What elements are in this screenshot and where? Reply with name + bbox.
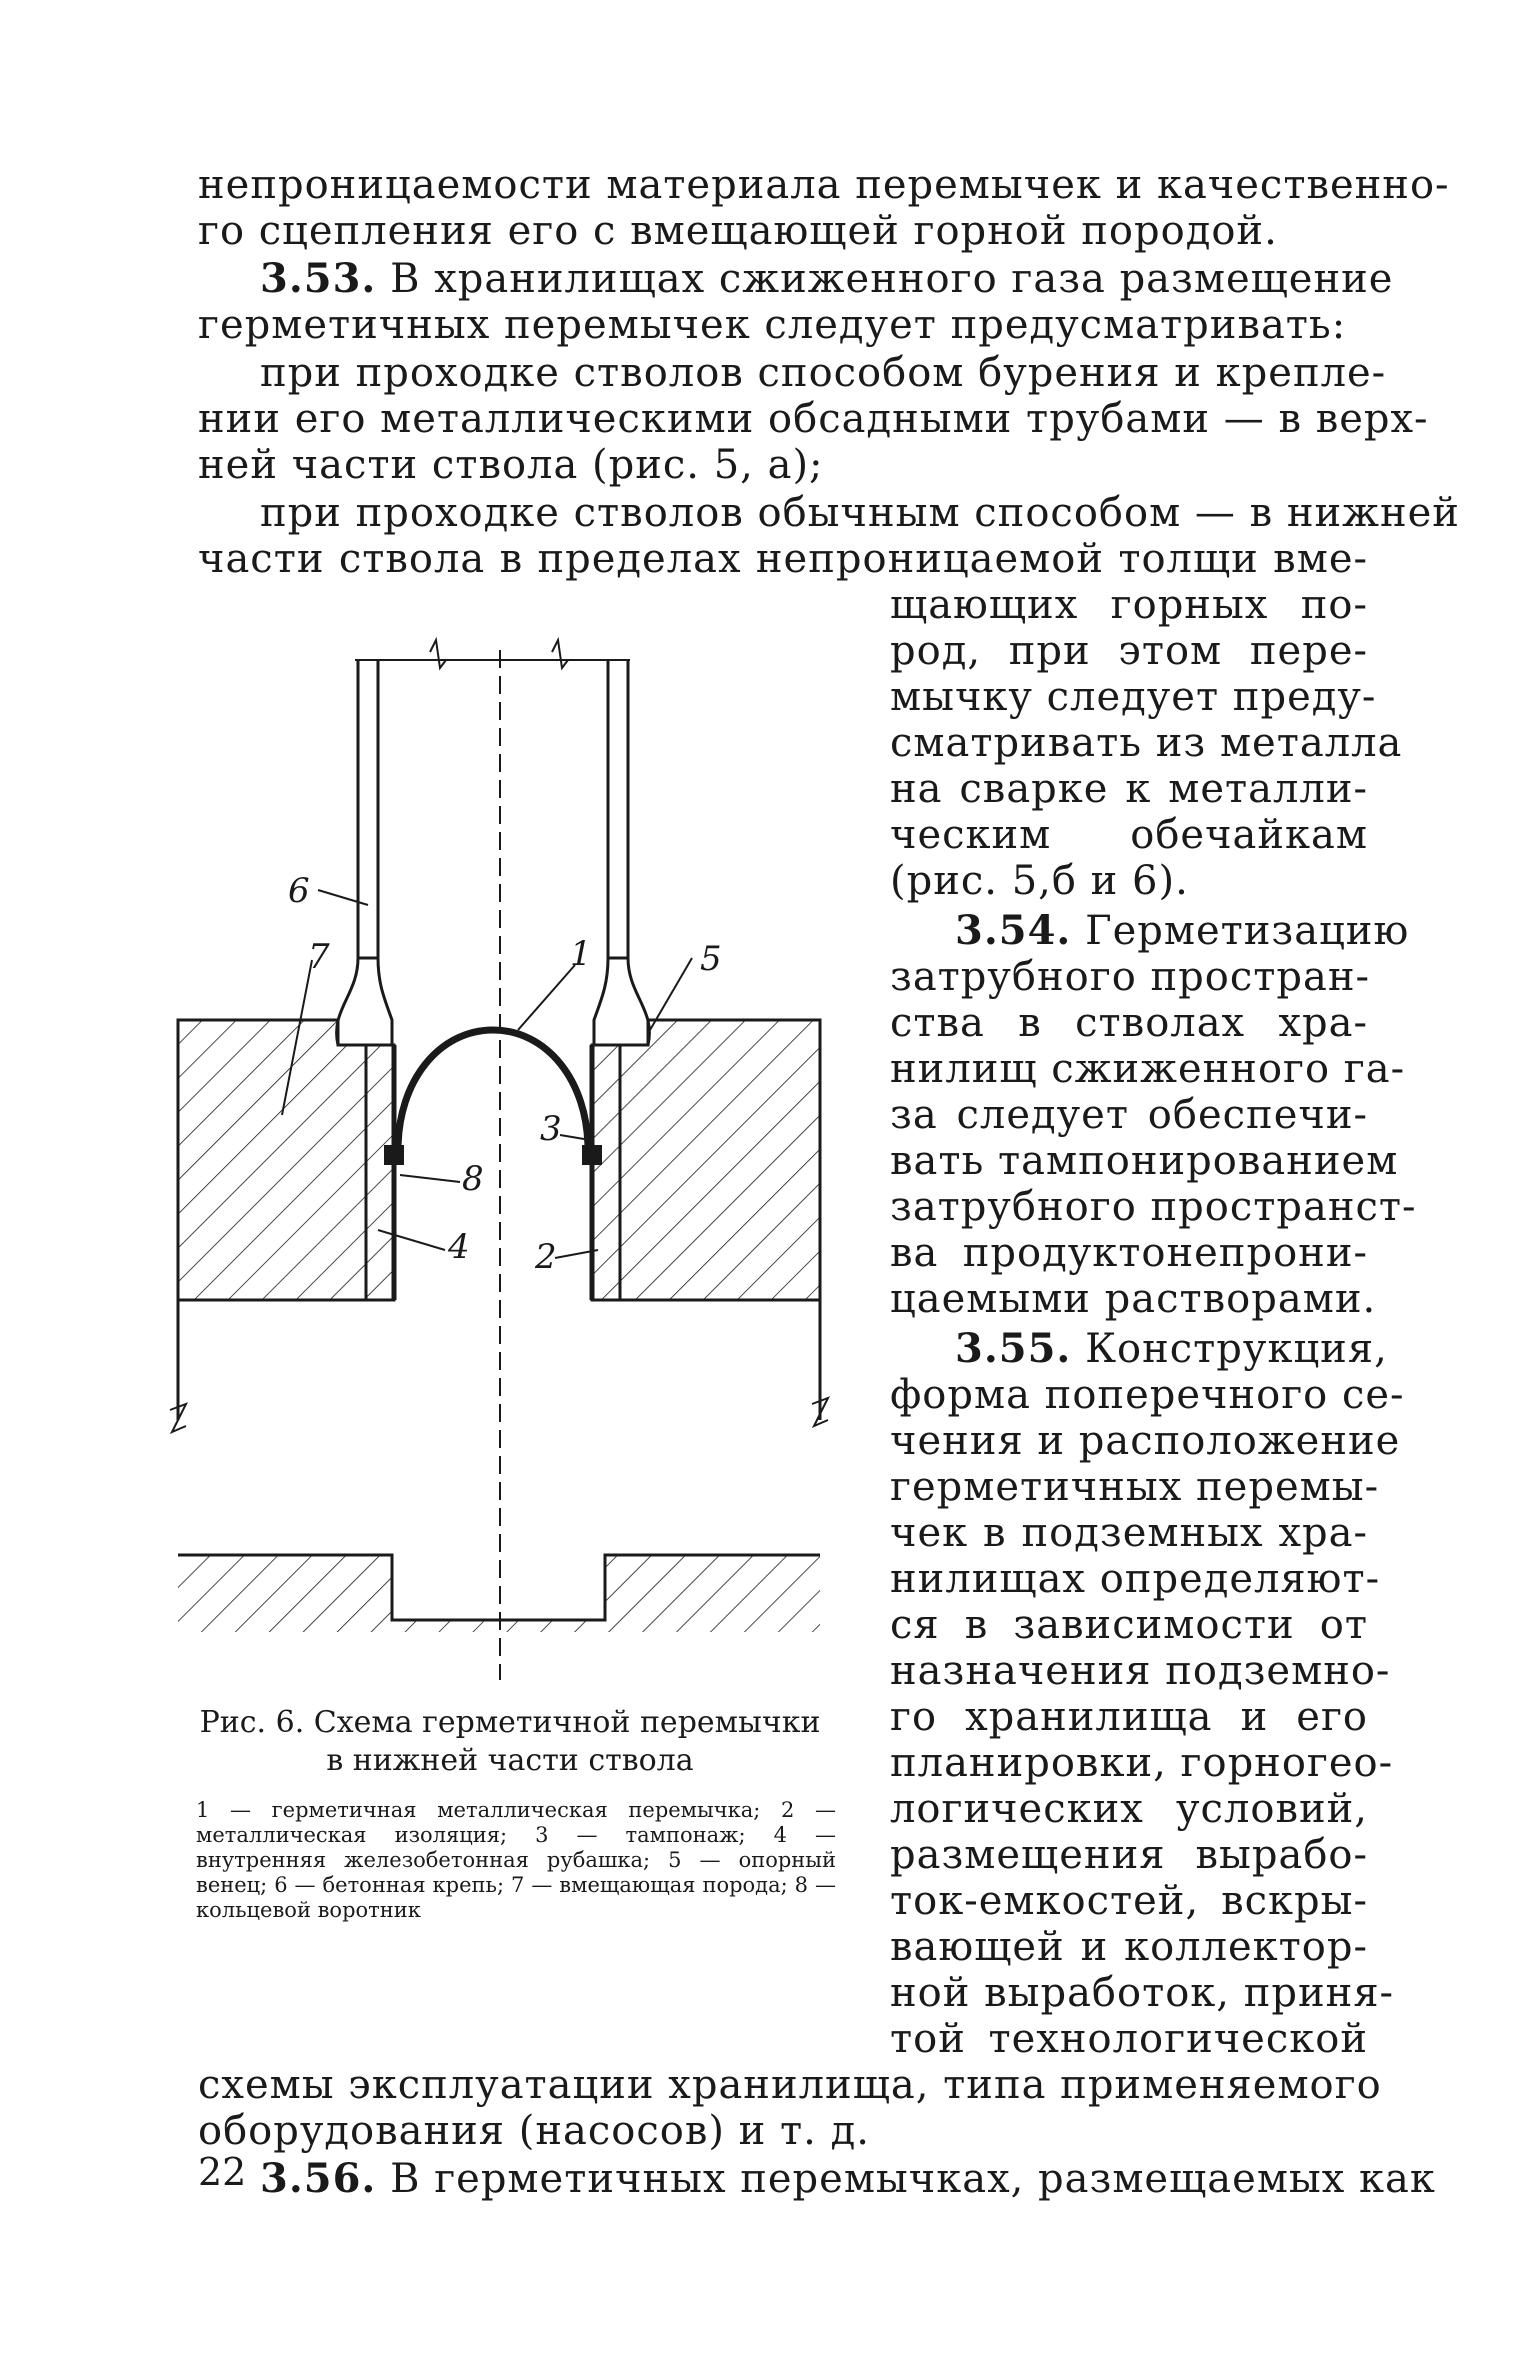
break-mark-left bbox=[430, 640, 446, 668]
text-line: планировки, горногео- bbox=[890, 1740, 1394, 1786]
leader-1 bbox=[518, 965, 575, 1030]
text-line: ней части ствола (рис. 5, а); bbox=[198, 442, 824, 488]
figure-label-2: 2 bbox=[535, 1237, 557, 1277]
inner-jacket-right bbox=[592, 1045, 620, 1300]
text-line: род, при этом пере- bbox=[890, 628, 1368, 674]
text-line: ток-емкостей, вскры- bbox=[890, 1878, 1368, 1924]
figure-label-8: 8 bbox=[462, 1159, 484, 1199]
text-line: затрубного пространст- bbox=[890, 1184, 1417, 1230]
break-mark-right bbox=[552, 640, 568, 668]
text-line: герметичных перемы- bbox=[890, 1464, 1380, 1510]
collar-left bbox=[384, 1145, 404, 1165]
text-line: вать тампонированием bbox=[890, 1138, 1399, 1184]
figure-caption-legend: 1 — герметичная металлическая перемычка; 2 — металлическая изоляция; 3 — тампонаж; 4 — внутренняя железобетонная рубашка; 5 — опорный венец; 6 — бетонная крепь; 7 — вмещающая порода; 8 — кольцевой воротник bbox=[196, 1798, 836, 1922]
text-line: вающей и коллектор- bbox=[890, 1924, 1368, 1970]
text-line: на сварке к металли- bbox=[890, 766, 1368, 812]
text-line: за следует обеспечи- bbox=[890, 1092, 1368, 1138]
text-line: го хранилища и его bbox=[890, 1694, 1368, 1740]
text-line: ческим обечайкам bbox=[890, 812, 1368, 858]
page-number: 22 bbox=[198, 2150, 247, 2194]
host-rock-left bbox=[178, 1020, 366, 1300]
text-line: назначения подземно- bbox=[890, 1648, 1391, 1694]
text-line: при проходке стволов обычным способом — в нижней bbox=[260, 490, 1460, 536]
text-line: нилищах определяют- bbox=[890, 1556, 1381, 1602]
figure-label-7: 7 bbox=[308, 937, 330, 977]
support-ring-right bbox=[594, 958, 649, 1045]
text-line: логических условий, bbox=[890, 1786, 1368, 1832]
text-line: (рис. 5,б и 6). bbox=[890, 858, 1189, 904]
text-line: цаемыми растворами. bbox=[890, 1276, 1377, 1322]
text-line: ся в зависимости от bbox=[890, 1602, 1368, 1648]
text-line: нилищ сжиженного га- bbox=[890, 1046, 1406, 1092]
concrete-lining-left bbox=[358, 660, 378, 958]
text-line: щающих горных по- bbox=[890, 582, 1368, 628]
section-number: 3.53. bbox=[260, 255, 377, 302]
text-line: го сцепления его с вмещающей горной породой. bbox=[198, 208, 1278, 254]
text-line: чения и расположение bbox=[890, 1418, 1401, 1464]
inner-jacket-left bbox=[366, 1045, 394, 1300]
figure-caption-title: Рис. 6. Схема герметичной перемычки в нижней части ствола bbox=[199, 1705, 821, 1778]
text-line: сматривать из металла bbox=[890, 720, 1403, 766]
figure-label-5: 5 bbox=[700, 939, 722, 979]
section-number: 3.56. bbox=[260, 2155, 377, 2202]
text-line: при проходке стволов способом бурения и крепле- bbox=[260, 350, 1387, 396]
text-line: затрубного простран- bbox=[890, 954, 1371, 1000]
text-run: Конструкция, bbox=[1085, 1326, 1388, 1372]
leader-6 bbox=[318, 890, 368, 905]
host-rock-right bbox=[620, 1020, 820, 1300]
text-line: форма поперечного се- bbox=[890, 1372, 1405, 1418]
text-line: герметичных перемычек следует предусматривать: bbox=[198, 302, 1347, 348]
text-run: Герметизацию bbox=[1085, 908, 1410, 954]
text-line: нии его металлическими обсадными трубами — в верх- bbox=[198, 396, 1429, 442]
text-line: ва продуктонепрони- bbox=[890, 1230, 1368, 1276]
text-line: части ствола в пределах непроницаемой толщи вме- bbox=[198, 536, 1368, 582]
text-line: ства в стволах хра- bbox=[890, 1000, 1368, 1046]
support-ring-left bbox=[337, 958, 392, 1045]
section-number: 3.55. bbox=[955, 1325, 1072, 1372]
text-line: ной выработок, приня- bbox=[890, 1970, 1395, 2016]
figure-label-3: 3 bbox=[540, 1109, 562, 1149]
collar-right bbox=[582, 1145, 602, 1165]
figure-label-4: 4 bbox=[448, 1227, 470, 1267]
text-line: чек в подземных хра- bbox=[890, 1510, 1368, 1556]
text-line: мычку следует преду- bbox=[890, 674, 1377, 720]
text-run: В хранилищах сжиженного газа размещение bbox=[390, 256, 1394, 302]
concrete-lining-right bbox=[608, 660, 628, 958]
leader-8 bbox=[400, 1175, 460, 1182]
text-line: непроницаемости материала перемычек и качественно- bbox=[198, 162, 1450, 208]
text-line: схемы эксплуатации хранилища, типа применяемого bbox=[198, 2062, 1382, 2108]
figure-label-1: 1 bbox=[570, 934, 592, 974]
text-line: размещения вырабо- bbox=[890, 1832, 1368, 1878]
text-run: В герметичных перемычках, размещаемых как bbox=[390, 2156, 1436, 2202]
text-line: оборудования (насосов) и т. д. bbox=[198, 2108, 870, 2154]
section-number: 3.54. bbox=[955, 907, 1072, 954]
figure-label-6: 6 bbox=[288, 871, 310, 911]
text-line: той технологической bbox=[890, 2016, 1368, 2062]
